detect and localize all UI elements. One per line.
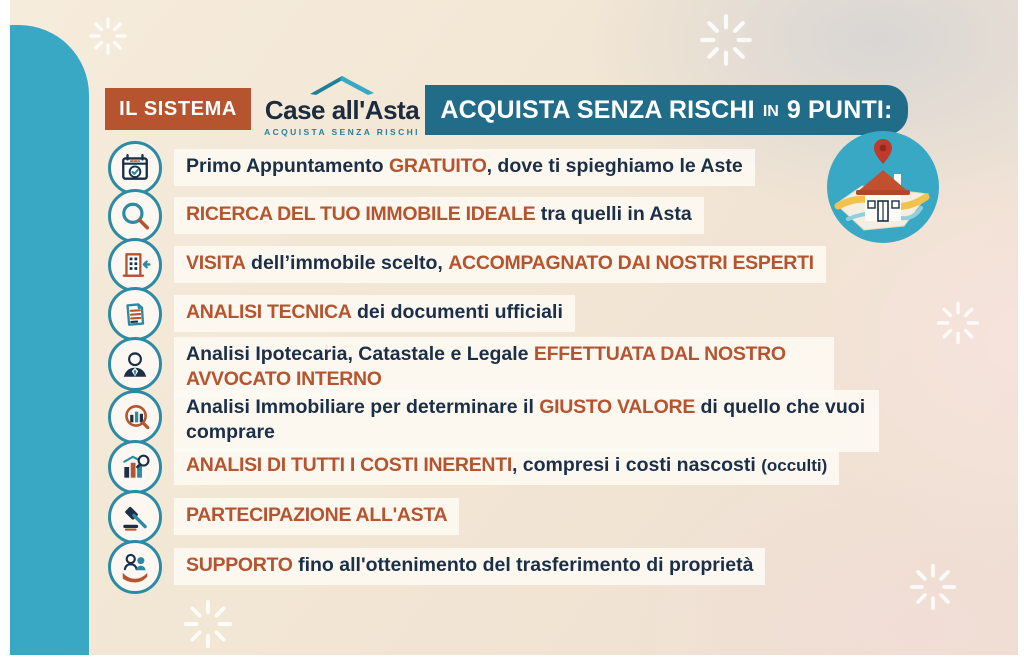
headline-main: ACQUISTA SENZA RISCHI: [440, 95, 755, 124]
point-text: [174, 548, 765, 585]
calendar-check-icon: [108, 141, 162, 195]
sparkle-icon: [88, 16, 128, 56]
list-item-8: [108, 490, 459, 544]
point-text-highlight: ANALISI TECNICA: [186, 301, 352, 323]
left-accent-bar: [10, 25, 89, 655]
point-text: [174, 498, 459, 535]
point-text: [174, 448, 839, 485]
point-text-highlight: SUPPORTO: [186, 554, 293, 576]
brand-name: Case all'Asta: [264, 95, 420, 125]
list-item-9: [108, 540, 765, 594]
map-house-pin-illustration: [826, 130, 940, 244]
system-label: IL SISTEMA: [119, 97, 237, 120]
list-item-3: [108, 238, 826, 292]
point-text-segment: tra quelli in Asta: [535, 203, 692, 225]
lawyer-icon: [108, 337, 162, 391]
infographic-canvas: [10, 0, 1018, 655]
brand-logo: [256, 74, 428, 137]
value-analysis-icon: [108, 390, 162, 444]
list-item-4: [108, 287, 575, 341]
point-text-highlight: EFFETTUATA DAL NOSTRO AVVOCATO INTERNO: [186, 343, 786, 390]
support-hand-icon: [108, 540, 162, 594]
point-text-highlight: PARTECIPAZIONE ALL'ASTA: [186, 504, 448, 526]
point-text-segment: di quello che vuoi comprare: [186, 396, 866, 443]
sparkle-icon: [935, 300, 981, 346]
point-text-segment: fino all'ottenimento del trasferimento di proprietà: [292, 554, 754, 576]
house-roof-icon: [306, 74, 378, 96]
point-text-segment: , dove ti spieghiamo le Aste: [486, 155, 743, 177]
point-text: [174, 197, 704, 234]
point-text-segment: dei documenti ufficiali: [351, 301, 563, 323]
headline-banner: [425, 85, 908, 135]
building-visit-icon: [108, 238, 162, 292]
point-text-highlight: ACCOMPAGNATO DAI NOSTRI ESPERTI: [448, 252, 814, 274]
point-text-segment: dell’immobile scelto,: [245, 252, 449, 274]
list-item-2: [108, 189, 704, 243]
point-text: [174, 295, 575, 332]
point-text-segment: Primo Appuntamento: [186, 155, 389, 177]
point-text: [174, 246, 826, 283]
point-text: [174, 149, 755, 186]
brand-tagline: ACQUISTA SENZA RISCHI: [264, 127, 420, 138]
point-text-highlight: RICERCA DEL TUO IMMOBILE IDEALE: [186, 203, 536, 225]
point-text-segment: , compresi i costi nascosti: [511, 454, 762, 476]
gavel-icon: [108, 490, 162, 544]
point-text-highlight: ANALISI DI TUTTI I COSTI INERENTI: [186, 454, 512, 476]
point-text-segment: Analisi Ipotecaria, Catastale e Legale: [186, 343, 534, 365]
point-text-highlight: GIUSTO VALORE: [539, 396, 696, 418]
sparkle-icon: [182, 598, 234, 650]
sparkle-icon: [698, 12, 754, 68]
document-analysis-icon: [108, 287, 162, 341]
point-text-segment: Analisi Immobiliare per determinare il: [186, 396, 540, 418]
point-text-highlight: GRATUITO: [388, 155, 487, 177]
system-label-box: [105, 88, 251, 130]
point-text-segment: (occulti): [761, 456, 828, 475]
point-text-highlight: VISITA: [186, 252, 246, 274]
headline-points-count: 9 PUNTI:: [786, 95, 893, 124]
list-item-1: [108, 141, 755, 195]
headline-connector: IN: [762, 102, 779, 120]
search-icon: [108, 189, 162, 243]
costs-analysis-icon: [108, 440, 162, 494]
list-item-7: [108, 440, 839, 494]
sparkle-icon: [908, 562, 958, 612]
